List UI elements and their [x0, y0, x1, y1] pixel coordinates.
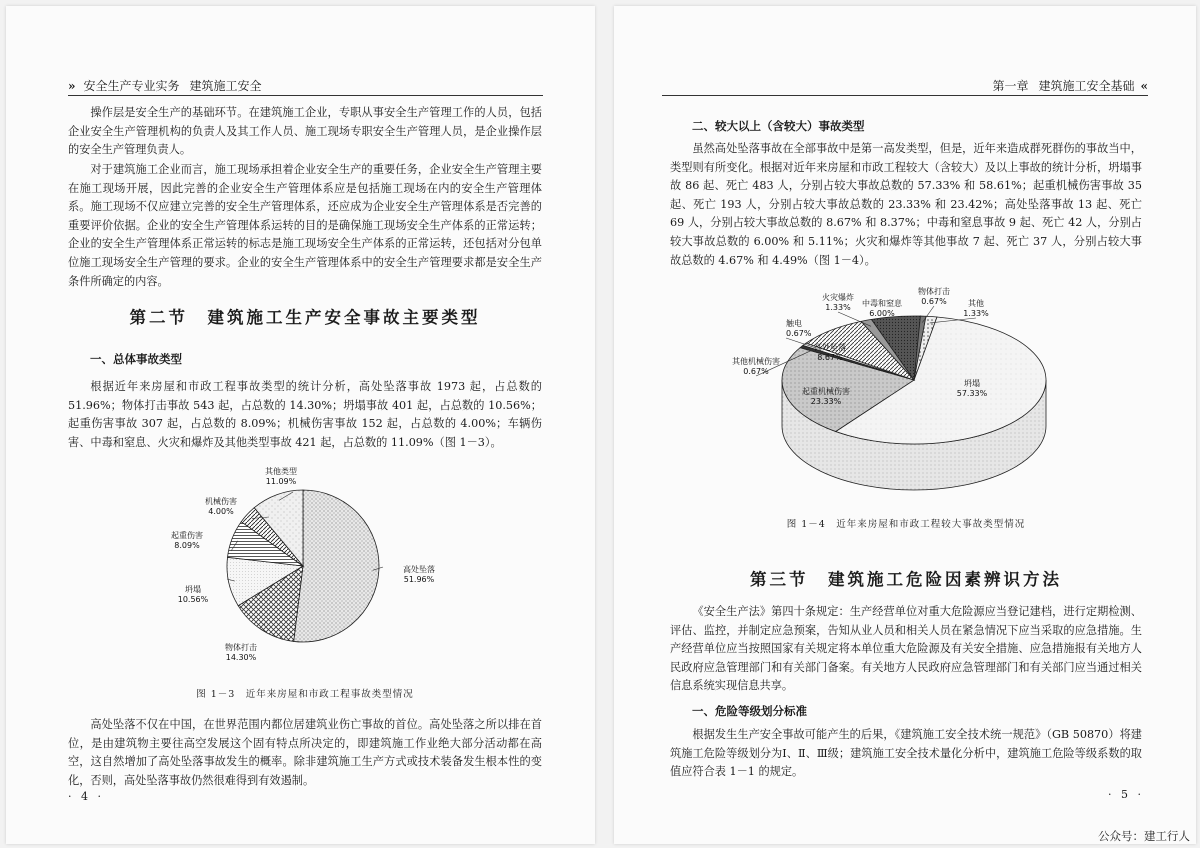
pie3d-label-4: 高处坠落	[814, 343, 846, 352]
pie3d-label-8: 其他	[968, 299, 984, 308]
left-header-title: 安全生产专业实务	[83, 79, 180, 93]
pie3d-label-1: 起重机械伤害	[802, 387, 850, 396]
pie3d-value-6: 6.00%	[869, 309, 895, 318]
pie-slice-0	[294, 490, 379, 642]
left-header-subtitle: 建筑施工安全	[189, 79, 262, 93]
left-header	[68, 78, 543, 96]
right-header-chapter: 第一章	[992, 79, 1029, 93]
pie3d-value-4: 8.67%	[817, 353, 843, 362]
slice-label-0: 高处坠落	[403, 565, 435, 574]
page-number-right: · 5 ·	[1108, 788, 1144, 801]
pie3d-value-0: 57.33%	[956, 389, 988, 398]
slice-label-5: 其他类型	[265, 467, 297, 476]
slice-value-2: 10.56%	[177, 595, 209, 604]
page-number-left: · 4 ·	[68, 790, 104, 803]
slice-label-2: 坍塌	[185, 585, 201, 594]
subsection-title-1: 一、总体事故类型	[90, 352, 182, 366]
double-chevron-right-icon: »	[68, 79, 76, 93]
slice-value-1: 14.30%	[225, 653, 257, 662]
pie3d-label-0: 坍塌	[964, 379, 980, 388]
watermark-text: 公众号：建工行人	[1098, 829, 1190, 843]
pie-chart-accident-types	[151, 462, 471, 670]
paragraph-1: 操作层是安全生产的基础环节。在建筑施工企业，专职从事安全生产管理工作的人员，包括企业安全生产管理机构的负责人及其工作人员、施工现场专职安全生产管理人员，是企业操作层的安全生产管理负责人。	[68, 106, 542, 157]
pie-chart-major-accident-types	[714, 282, 1114, 498]
section-title-2: 第二节 建筑施工生产安全事故主要类型	[129, 308, 481, 327]
slice-label-1: 物体打击	[225, 643, 257, 652]
figure-caption-1-3: 图 1－3 近年来房屋和市政工程事故类型情况	[196, 689, 414, 700]
left-page	[6, 6, 595, 844]
pie3d-value-2: 0.67%	[743, 367, 769, 376]
pie3d-value-3: 0.67%	[786, 329, 812, 338]
double-chevron-left-icon: «	[1140, 79, 1148, 93]
pie3d-value-8: 1.33%	[963, 309, 989, 318]
figure-caption-1-4: 图 1－4 近年来房屋和市政工程较大事故类型情况	[786, 519, 1026, 530]
slice-value-0: 51.96%	[403, 575, 435, 584]
pie3d-value-1: 23.33%	[810, 397, 842, 406]
paragraph-5: 虽然高处坠落事故在全部事故中是第一高发类型，但是，近年来造成群死群伤的事故当中，类型则有所变化。根据对近年来房屋和市政工程较大（含较大）及以上事故的统计分析，坍塌事故 86 起、死亡 483 人，分别占较大事故总数的 57.33% 和 58.61%；起重机械伤害事故 35 起、死亡 193 人，分别占较大事故总数的 23.33% 和 23.42%；高处坠落事故 13 起、死亡 69 人，分别占较大事故总数的 8.67% 和 8.37%；中毒和窒息事故 9 起、死亡 42 人，分别占较大事故总数的 6.00% 和 5.11%；火灾和爆炸等其他事故 7 起、死亡 37 人，分别占较大事故总数的 4.67% 和 4.49%（图 1－4）。	[670, 142, 1142, 267]
paragraph-3: 根据近年来房屋和市政工程事故类型的统计分析，高处坠落事故 1973 起，占总数的 51.96%；物体打击事故 543 起，占总数的 14.30%；坍塌事故 401 起，占总数的 10.56%；起重伤害事故 307 起，占总数的 8.09%；机械伤害事故 152 起，占总数的 4.00%；车辆伤害、中毒和窒息、火灾和爆炸及其他类型事故 421 起，占总数的 11.09%（图 1－3）。	[68, 380, 542, 449]
pie3d-label-2: 其他机械伤害	[732, 357, 780, 366]
pie3d-label-6: 中毒和窒息	[862, 299, 902, 308]
right-header-title: 建筑施工安全基础	[1038, 79, 1135, 93]
paragraph-2: 对于建筑施工企业而言，施工现场承担着企业安全生产的重要任务，企业安全生产管理主要在施工现场开展，因此完善的企业安全生产管理体系应是包括施工现场在内的安全生产管理体系。施工现场不仅应建立完善的安全生产管理体系，还应成为企业安全生产管理体系是否完善的重要评价依据。企业的安全生产管理体系运转的目的是确保施工现场安全生产体系的正常运转；企业的安全生产管理体系正常运转的标志是施工现场安全生产体系的正常运转，还包括对分包单位施工现场安全生产管理的要求。企业的安全生产管理体系中的安全生产管理要求都是安全生产条件所确定的内容。	[68, 163, 542, 288]
section-title-3: 第三节 建筑施工危险因素辨识方法	[750, 570, 1062, 589]
subsection-title-3: 一、危险等级划分标准	[692, 704, 807, 718]
slice-value-3: 8.09%	[174, 541, 200, 550]
pie3d-value-5: 1.33%	[825, 303, 851, 312]
pie3d-label-7: 物体打击	[918, 287, 950, 296]
paragraph-7: 根据发生生产安全事故可能产生的后果，《建筑施工安全技术统一规范》（GB 50870）将建筑施工危险等级划分为Ⅰ、Ⅱ、Ⅲ级；建筑施工安全技术量化分析中，建筑施工危险等级系数的取值应符合表 1－1 的规定。	[670, 728, 1142, 779]
paragraph-4: 高处坠落不仅在中国，在世界范围内都位居建筑业伤亡事故的首位。高处坠落之所以排在首位，是由建筑物主要往高空发展这个固有特点所决定的，即建筑施工作业绝大部分活动都在高空，这自然增加了高处坠落事故发生的概率。除非建筑施工生产方式或技术装备发生根本性的变化，否则，高处坠落事故仍然很难得到有效遏制。	[68, 718, 542, 787]
pie3d-value-7: 0.67%	[921, 297, 947, 306]
slice-value-5: 11.09%	[265, 477, 297, 486]
right-page	[614, 6, 1196, 844]
paragraph-6: 《安全生产法》第四十条规定：生产经营单位对重大危险源应当登记建档，进行定期检测、评估、监控，并制定应急预案，告知从业人员和相关人员在紧急情况下应当采取的应急措施。生产经营单位应当按照国家有关规定将本单位重大危险源及有关安全措施、应急措施报有关地方人民政府应急管理部门和有关部门备案。有关地方人民政府应急管理部门和有关部门应当通过相关信息系统实现信息共享。	[670, 605, 1142, 693]
pie3d-label-3: 触电	[786, 319, 802, 328]
subsection-title-2: 二、较大以上（含较大）事故类型	[692, 119, 865, 133]
slice-label-4: 机械伤害	[205, 497, 237, 506]
slice-label-3: 起重伤害	[171, 531, 203, 540]
pie3d-label-5: 火灾爆炸	[822, 293, 854, 302]
right-header	[662, 78, 1148, 96]
slice-value-4: 4.00%	[208, 507, 234, 516]
